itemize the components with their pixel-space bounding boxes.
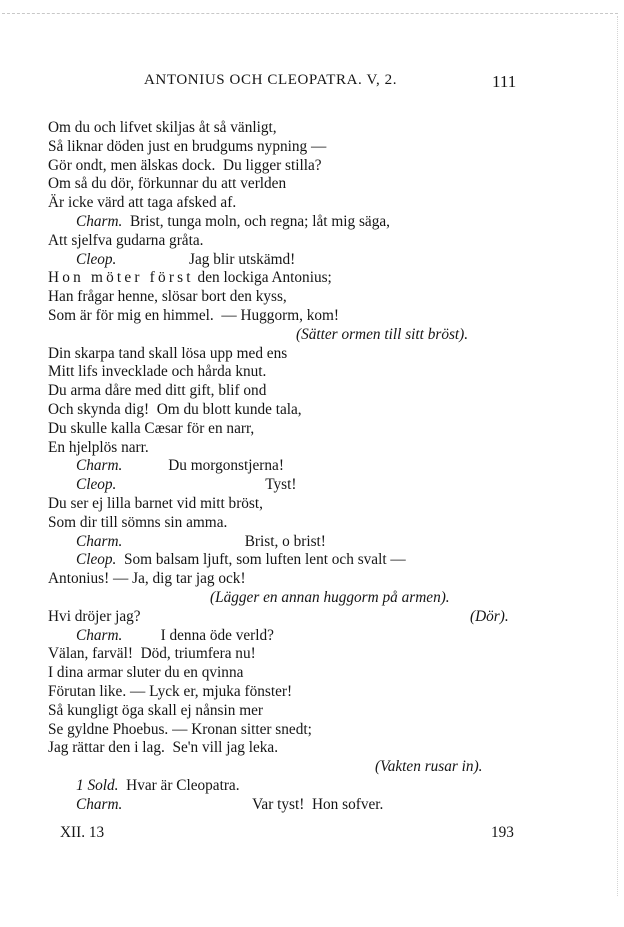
line-text: I dina armar sluter du en qvinna — [48, 664, 244, 682]
speaker-line — [76, 457, 284, 475]
page-number: 111 — [492, 72, 517, 91]
verse-line — [48, 175, 286, 193]
verse-line — [48, 401, 302, 419]
verse-line — [48, 739, 278, 757]
verse-line — [48, 495, 263, 513]
line-text: Att sjelfva gudarna gråta. — [48, 231, 204, 249]
line-text: Så kungligt öga skall ej nånsin mer — [48, 701, 263, 719]
line-text: Var tyst! Hon sofver. — [122, 795, 384, 813]
line-text: Antonius! — Ja, dig tar jag ock! — [48, 570, 246, 588]
stage-direction: (Sätter ormen till sitt bröst). — [296, 325, 469, 343]
speaker-name: Cleop. — [76, 476, 117, 494]
running-head: ANTONIUS OCH CLEOPATRA. V, 2. — [144, 72, 398, 88]
line-text: Brist, tunga moln, och regna; låt mig säga, — [122, 213, 390, 230]
line-text: Se gyldne Phoebus. — Kronan sitter snedt; — [48, 720, 312, 738]
line-text: Om så du dör, förkunnar du att verlden — [48, 175, 287, 193]
footer-signature: XII. 13 — [60, 824, 105, 841]
line-text: Förutan like. — Lyck er, mjuka fönster! — [48, 683, 293, 700]
speaker-line — [76, 627, 274, 645]
page-edge-line — [617, 16, 618, 896]
speaker-name: Charm. — [76, 795, 123, 813]
line-text: I denna öde verld? — [122, 626, 274, 644]
verse-line — [48, 307, 339, 325]
line-text: Brist, o brist! — [122, 532, 326, 550]
top-dashed-rule — [2, 13, 618, 14]
verse-line — [48, 608, 141, 626]
verse-line — [48, 439, 149, 457]
speaker-name: 1 Sold. — [76, 777, 119, 794]
line-text: En hjelplös narr. — [48, 438, 149, 456]
footer-sheet-number: 193 — [491, 824, 514, 841]
line-text: Mitt lifs invecklade och hårda knut. — [48, 363, 267, 381]
line-text: Du morgonstjerna! — [122, 457, 284, 475]
line-text: Tyst! — [116, 476, 297, 494]
stage-direction-right: (Dör). — [470, 607, 509, 625]
speaker-name: Cleop. — [76, 250, 117, 268]
verse-line — [48, 138, 326, 156]
stage-direction-line — [296, 326, 468, 344]
line-text: Som dir till sömns sin amma. — [48, 513, 228, 531]
speaker-name: Charm. — [76, 457, 123, 475]
speaker-line — [76, 251, 295, 269]
line-text: Din skarpa tand skall lösa upp med ens — [48, 344, 288, 362]
stage-direction-line — [375, 758, 483, 776]
line-text: Gör ondt, men älskas dock. Du ligger stilla? — [48, 156, 322, 174]
line-text: Är icke värd att taga afsked af. — [48, 194, 237, 212]
verse-line — [48, 664, 243, 682]
verse-line — [48, 683, 292, 701]
speaker-line — [76, 213, 390, 231]
line-text: Jag blir utskämd! — [116, 250, 296, 268]
line-text: Du ser ej lilla barnet vid mitt bröst, — [48, 495, 263, 512]
line-text: Som balsam ljuft, som luften lent och svalt — — [116, 551, 406, 569]
emphasized-spaced-text: Hon möter först — [48, 269, 194, 287]
stage-direction: (Lägger en annan huggorm på armen). — [210, 589, 450, 606]
verse-line — [48, 570, 246, 588]
stage-direction: (Vakten rusar in). — [375, 758, 483, 776]
verse-line — [48, 382, 266, 400]
verse-line — [48, 514, 227, 532]
verse-line — [48, 157, 322, 175]
speaker-name: Charm. — [76, 626, 123, 644]
line-text: Hvar är Cleopatra. — [118, 777, 240, 794]
verse-line — [48, 288, 287, 306]
verse-line — [48, 363, 266, 381]
line-text: Jag rättar den i lag. Se'n vill jag leka. — [48, 739, 279, 757]
verse-line — [48, 645, 256, 663]
verse-line — [48, 345, 287, 363]
line-text: Som är för mig en himmel. — Huggorm, kom! — [48, 307, 340, 324]
line-text: Så liknar döden just en brudgums nypning — — [48, 137, 327, 155]
line-text: Om du och lifvet skiljas åt så vänligt, — [48, 119, 277, 136]
line-text: Du skulle kalla Cæsar för en narr, — [48, 419, 255, 437]
verse-line — [48, 269, 332, 287]
speaker-line — [76, 777, 240, 795]
speaker-line — [76, 796, 383, 814]
verse-line — [48, 119, 277, 137]
line-text: Och skynda dig! Om du blott kunde tala, — [48, 401, 302, 418]
speaker-line — [76, 551, 406, 569]
verse-line — [48, 702, 263, 720]
verse-line — [48, 721, 312, 739]
speaker-name: Charm. — [76, 213, 123, 230]
verse-line — [48, 420, 254, 438]
speaker-line — [76, 533, 326, 551]
line-text: Du arma dåre med ditt gift, blif ond — [48, 382, 267, 400]
speaker-name: Charm. — [76, 532, 123, 550]
verse-line — [48, 232, 203, 250]
line-text: Hvi dröjer jag? — [48, 607, 141, 625]
verse-line — [48, 194, 236, 212]
line-text: Han frågar henne, slösar bort den kyss, — [48, 288, 287, 306]
stage-direction-line — [210, 589, 450, 607]
line-text: Välan, farväl! Död, triumfera nu! — [48, 645, 256, 663]
line-text: den lockiga Antonius; — [193, 269, 332, 287]
speaker-name: Cleop. — [76, 551, 117, 569]
speaker-line — [76, 476, 296, 494]
